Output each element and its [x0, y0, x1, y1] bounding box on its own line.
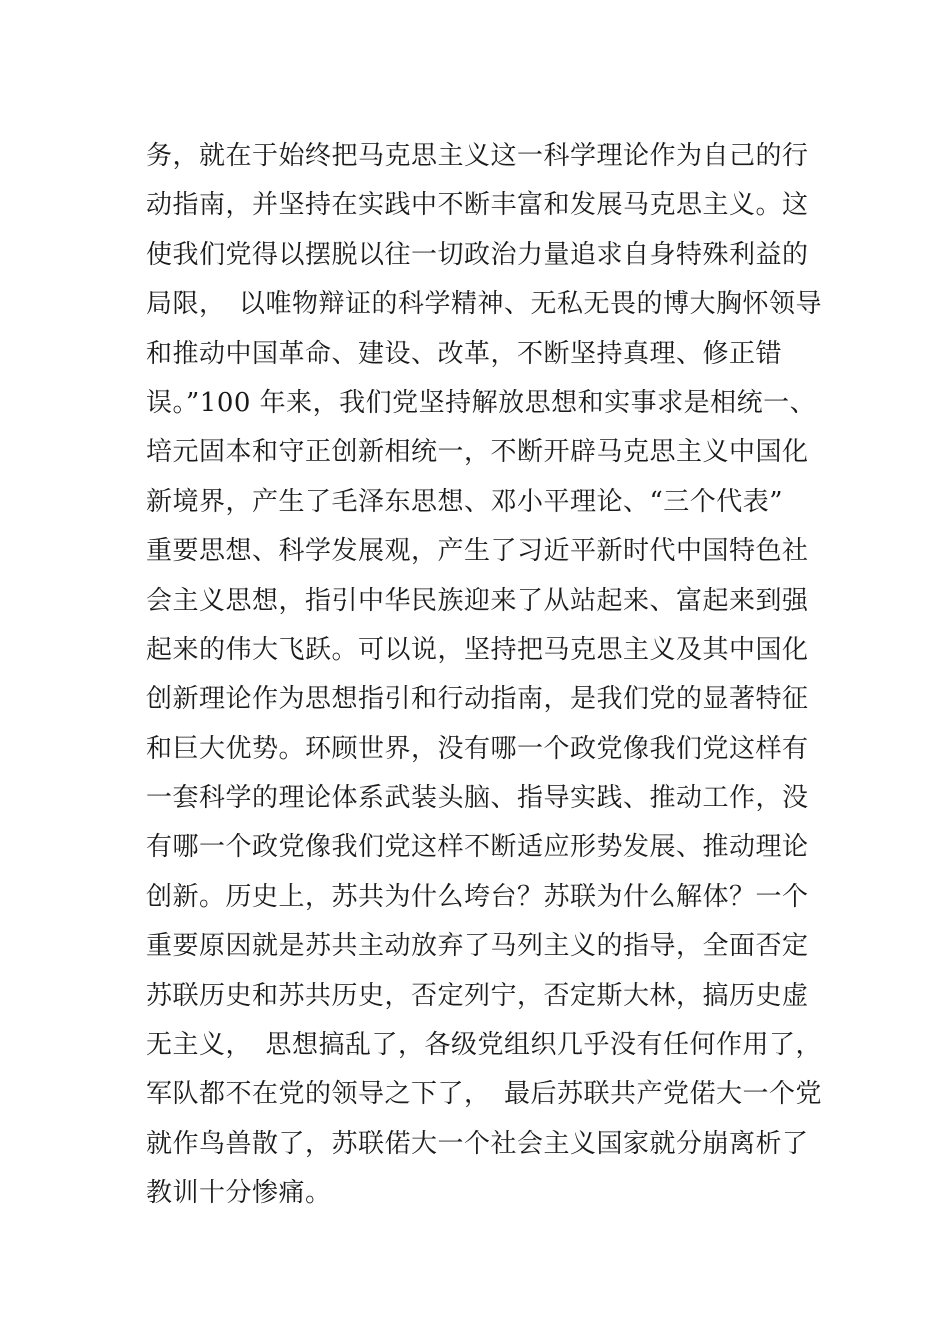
text-line: 重要思想、科学发展观，产生了习近平新时代中国特色社 — [146, 536, 809, 567]
text-line: 培元固本和守正创新相统一，不断开辟马克思主义中国化 — [146, 437, 809, 468]
text-line: 重要原因就是苏共主动放弃了马列主义的指导，全面否定 — [146, 931, 809, 962]
text-line: 使我们党得以摆脱以往一切政治力量追求自身特殊利益的 — [146, 239, 809, 270]
text-line: 无主义， 思想搞乱了，各级党组织几乎没有任何作用了， — [146, 1030, 823, 1061]
text-line: 误。”100 年来，我们党坚持解放思想和实事求是相统一、 — [146, 387, 817, 418]
body-paragraph — [146, 132, 826, 1219]
text-line: 动指南，并坚持在实践中不断丰富和发展马克思主义。这 — [146, 190, 809, 221]
text-line: 会主义思想，指引中华民族迎来了从站起来、富起来到强 — [146, 585, 809, 616]
text-line: 教训十分惨痛。 — [146, 1178, 332, 1209]
text-line: 创新理论作为思想指引和行动指南，是我们党的显著特征 — [146, 684, 809, 715]
text-line: 苏联历史和苏共历史，否定列宁，否定斯大林，搞历史虚 — [146, 980, 809, 1011]
text-line: 就作鸟兽散了，苏联偌大一个社会主义国家就分崩离析了 — [146, 1128, 809, 1159]
text-line: 军队都不在党的领导之下了， 最后苏联共产党偌大一个党 — [146, 1079, 823, 1110]
text-line: 局限， 以唯物辩证的科学精神、无私无畏的博大胸怀领导 — [146, 289, 823, 320]
text-line: 创新。历史上，苏共为什么垮台？苏联为什么解体？一个 — [146, 881, 809, 912]
text-line: 起来的伟大飞跃。可以说，坚持把马克思主义及其中国化 — [146, 634, 809, 665]
text-line: 有哪一个政党像我们党这样不断适应形势发展、推动理论 — [146, 832, 809, 863]
text-line: 和巨大优势。环顾世界，没有哪一个政党像我们党这样有 — [146, 733, 809, 764]
text-line: 务，就在于始终把马克思主义这一科学理论作为自己的行 — [146, 141, 809, 171]
text-line: 一套科学的理论体系武装头脑、指导实践、推动工作，没 — [146, 783, 809, 814]
text-line: 新境界，产生了毛泽东思想、邓小平理论、“三个代表” — [146, 486, 784, 517]
text-line: 和推动中国革命、建设、改革，不断坚持真理、修正错 — [146, 338, 783, 369]
